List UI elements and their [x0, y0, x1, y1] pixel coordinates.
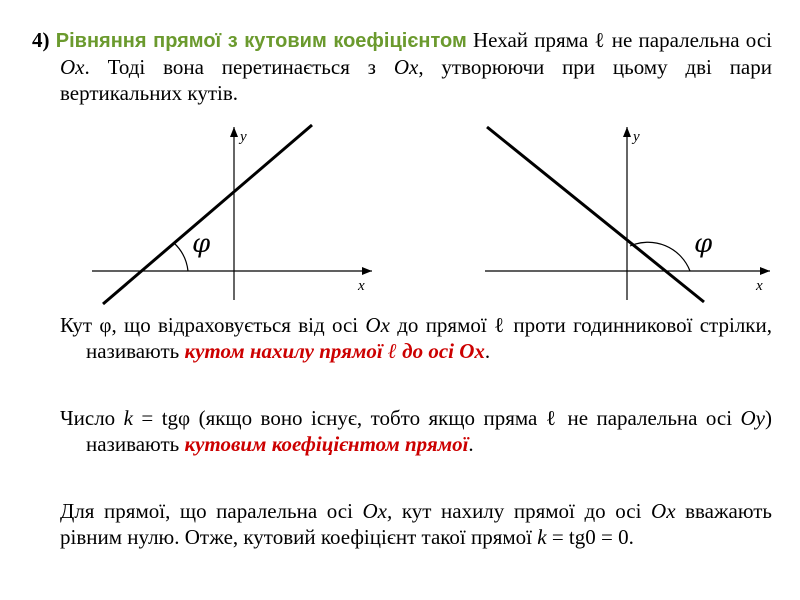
left-phi-label: φ: [192, 229, 211, 259]
para4-ox2: Ox: [651, 499, 676, 523]
heading-text-c: , утворюючи при цьому дві пари вертикальних кутів.: [60, 55, 772, 105]
left-x-label: x: [358, 278, 365, 294]
left-y-arrow-icon: [230, 127, 238, 137]
right-phi-label: φ: [694, 229, 713, 259]
slope-definition-paragraph: [60, 405, 773, 457]
angle-definition-paragraph: [60, 312, 772, 364]
section-title: Рівняння прямої з кутовим коефіцієнтом: [55, 30, 467, 52]
para2-c: .: [484, 339, 491, 363]
para4-b: кут нахилу прямої до осі: [392, 499, 652, 523]
heading-ox: Ox: [60, 55, 85, 79]
para3-b: = tgφ (якщо воно існує, тобто якщо пряма ℓ не паралельна осі: [132, 406, 741, 430]
para4-a: Для прямої, що паралельна осі: [60, 499, 363, 523]
heading-text-a: Нехай пряма ℓ не паралельна осі: [466, 28, 772, 52]
left-x-arrow-icon: [362, 267, 372, 275]
para2-ox: Ox: [365, 313, 390, 337]
right-x-arrow-icon: [760, 267, 770, 275]
right-y-arrow-icon: [623, 127, 631, 137]
heading-text-b: . Тоді вона перетинається з: [84, 55, 394, 79]
para3-d: .: [468, 432, 474, 456]
para3-oy: Oy: [740, 406, 766, 430]
right-line: [487, 127, 704, 302]
section-number: 4): [32, 28, 50, 52]
para3-c: ) називають: [86, 406, 773, 456]
para4-c: вважають рівним нулю. Отже, кутовий коефіцієнт такої прямої: [60, 499, 772, 549]
left-line: [103, 125, 312, 304]
para4-k: k: [537, 525, 547, 549]
right-x-label: x: [756, 278, 763, 294]
para3-a: Число: [60, 406, 124, 430]
para3-k: k: [123, 406, 133, 430]
slope-term: кутовим коефіцієнтом прямої: [184, 432, 469, 456]
heading-ox2: Ox: [393, 55, 419, 79]
left-y-label: y: [240, 129, 247, 145]
left-angle-arc: [174, 243, 188, 271]
left-figure: [92, 125, 372, 304]
para4-d: = tg0 = 0.: [546, 525, 634, 549]
angle-term: кутом нахилу прямої ℓ до осі Ox: [184, 339, 485, 363]
right-y-label: y: [633, 129, 640, 145]
para4-ox: Ox,: [362, 499, 393, 523]
para2-a: Кут φ, що відраховується від осі: [60, 313, 366, 337]
right-figure: [485, 127, 770, 302]
para2-b: до прямої ℓ проти годинникової стрілки, називають: [86, 313, 772, 363]
horizontal-line-paragraph: [60, 498, 772, 550]
